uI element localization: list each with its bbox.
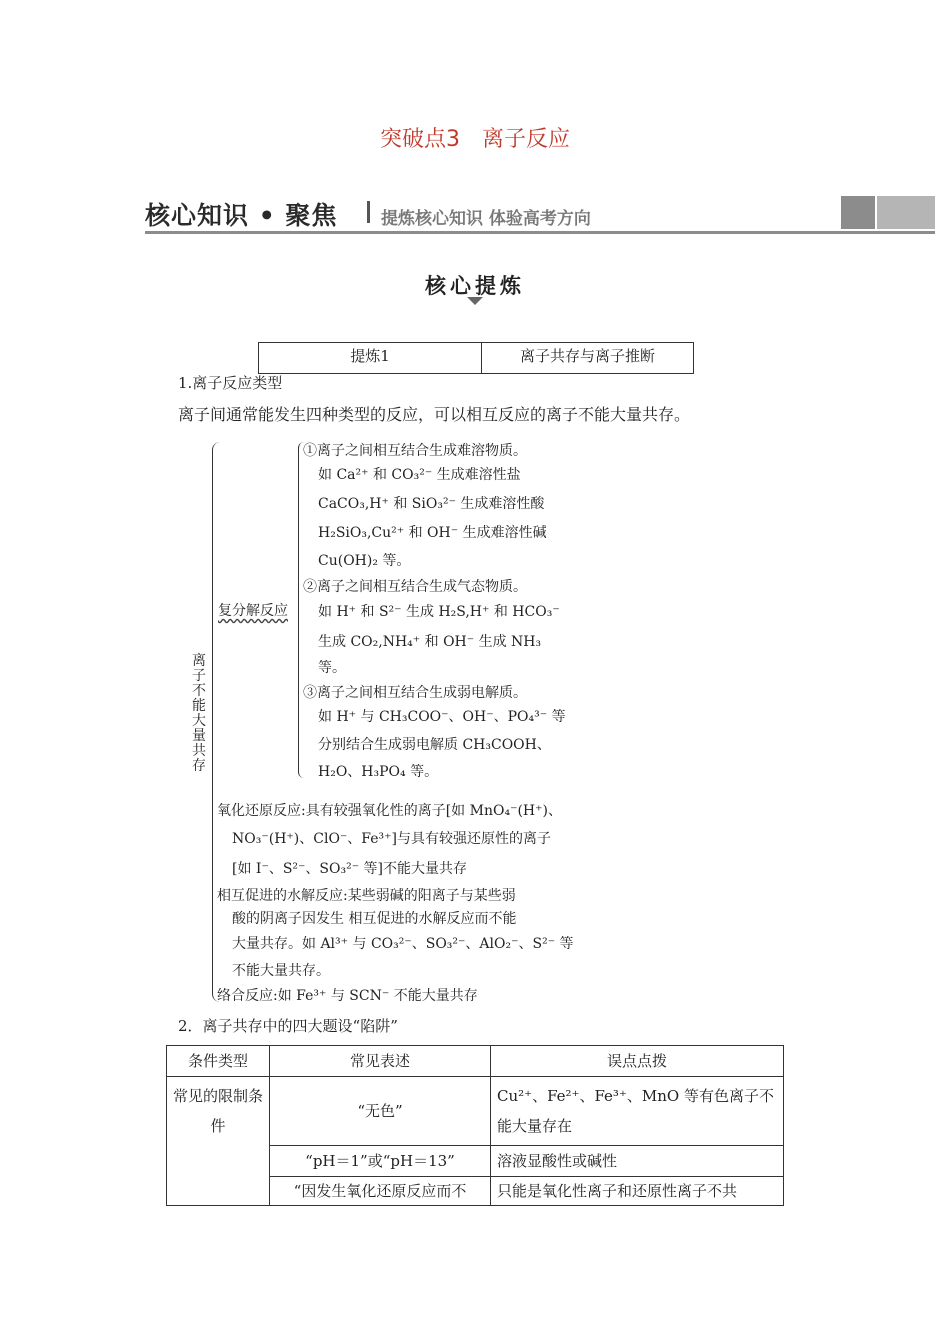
redox-line-1: 氧化还原反应:具有较强氧化性的离子[如 MnO₄⁻(H⁺)、 (217, 803, 562, 819)
section-banner (145, 196, 935, 236)
table-header-row (167, 1046, 784, 1077)
header-cell: 常见表述 (270, 1046, 491, 1077)
item-9: 等。 (318, 660, 346, 676)
banner-block-light (877, 196, 935, 229)
section1-intro: 离子间通常能发生四种类型的反应，可以相互反应的离子不能大量共存。 (178, 405, 691, 424)
trap-table (166, 1045, 784, 1206)
table-cell: “因发生氧化还原反应而不 (270, 1177, 491, 1206)
table-cell: 只能是氧化性离子和还原性离子不共 (491, 1177, 784, 1206)
banner-main: 核心知识 • 聚焦 (145, 201, 338, 230)
table-cell: Cu²⁺、Fe²⁺、Fe³⁺、MnO 等有色离子不能大量存在 (491, 1077, 784, 1146)
page-title: 突破点3 离子反应 (380, 127, 570, 152)
section1-title: 1.离子反应类型 (178, 374, 283, 392)
hydrolysis-line-1: 相互促进的水解反应:某些弱碱的阳离子与某些弱 (217, 888, 516, 904)
fufenjie-label: 复分解反应 (218, 603, 288, 619)
redox-line-3: [如 I⁻、S²⁻、SO₃²⁻ 等]不能大量共存 (232, 861, 468, 877)
complex-line: 络合反应:如 Fe³⁺ 与 SCN⁻ 不能大量共存 (217, 988, 478, 1004)
core-heading: 核心提炼 (425, 274, 525, 298)
table-row (167, 1077, 784, 1146)
item-7: 如 H⁺ 和 S²⁻ 生成 H₂S,H⁺ 和 HCO₃⁻ (318, 604, 560, 620)
tilian-box (258, 342, 694, 374)
header-cell: 误点点拨 (491, 1046, 784, 1077)
item-8: 生成 CO₂,NH₄⁺ 和 OH⁻ 生成 NH₃ (318, 634, 542, 650)
table-cell: “无色” (270, 1077, 491, 1146)
redox-line-2: NO₃⁻(H⁺)、ClO⁻、Fe³⁺]与具有较强还原性的离子 (232, 831, 552, 847)
banner-block-dark (841, 196, 875, 229)
down-triangle-icon (467, 297, 483, 305)
banner-divider (367, 201, 370, 223)
item-4: H₂SiO₃,Cu²⁺ 和 OH⁻ 生成难溶性碱 (318, 525, 547, 541)
banner-rule (145, 231, 935, 234)
item-12: 分别结合生成弱电解质 CH₃COOH、 (318, 737, 551, 753)
vertical-label: 离 子 不 能 大 量 共 存 (192, 653, 206, 774)
tilian-label: 提炼1 (259, 343, 482, 373)
item-10: ③离子之间相互结合生成弱电解质。 (303, 685, 527, 701)
header-cell: 条件类型 (167, 1046, 270, 1077)
hydrolysis-line-3: 大量共存。如 Al³⁺ 与 CO₃²⁻、SO₃²⁻、AlO₂⁻、S²⁻ 等 (232, 936, 574, 952)
item-6: ②离子之间相互结合生成气态物质。 (303, 579, 527, 595)
banner-sub: 提炼核心知识 体验高考方向 (381, 209, 591, 229)
item-11: 如 H⁺ 与 CH₃COO⁻、OH⁻、PO₄³⁻ 等 (318, 709, 566, 725)
item-13: H₂O、H₃PO₄ 等。 (318, 764, 439, 780)
item-5: Cu(OH)₂ 等。 (318, 553, 411, 569)
table-cell: “pH＝1”或“pH＝13” (270, 1146, 491, 1177)
item-2: 如 Ca²⁺ 和 CO₃²⁻ 生成难溶性盐 (318, 467, 521, 483)
outer-brace (212, 442, 221, 1002)
inner-brace (298, 442, 305, 778)
section2-title: 2．离子共存中的四大题设“陷阱” (178, 1017, 398, 1035)
item-3: CaCO₃,H⁺ 和 SiO₃²⁻ 生成难溶性酸 (318, 496, 545, 512)
hydrolysis-line-2: 酸的阴离子因发生 相互促进的水解反应而不能 (232, 911, 517, 927)
hydrolysis-line-4: 不能大量共存。 (232, 963, 330, 979)
item-1: ①离子之间相互结合生成难溶物质。 (303, 443, 527, 459)
table-cell: 常见的限制条件 (167, 1077, 270, 1206)
table-cell: 溶液显酸性或碱性 (491, 1146, 784, 1177)
tilian-topic: 离子共存与离子推断 (519, 347, 655, 365)
